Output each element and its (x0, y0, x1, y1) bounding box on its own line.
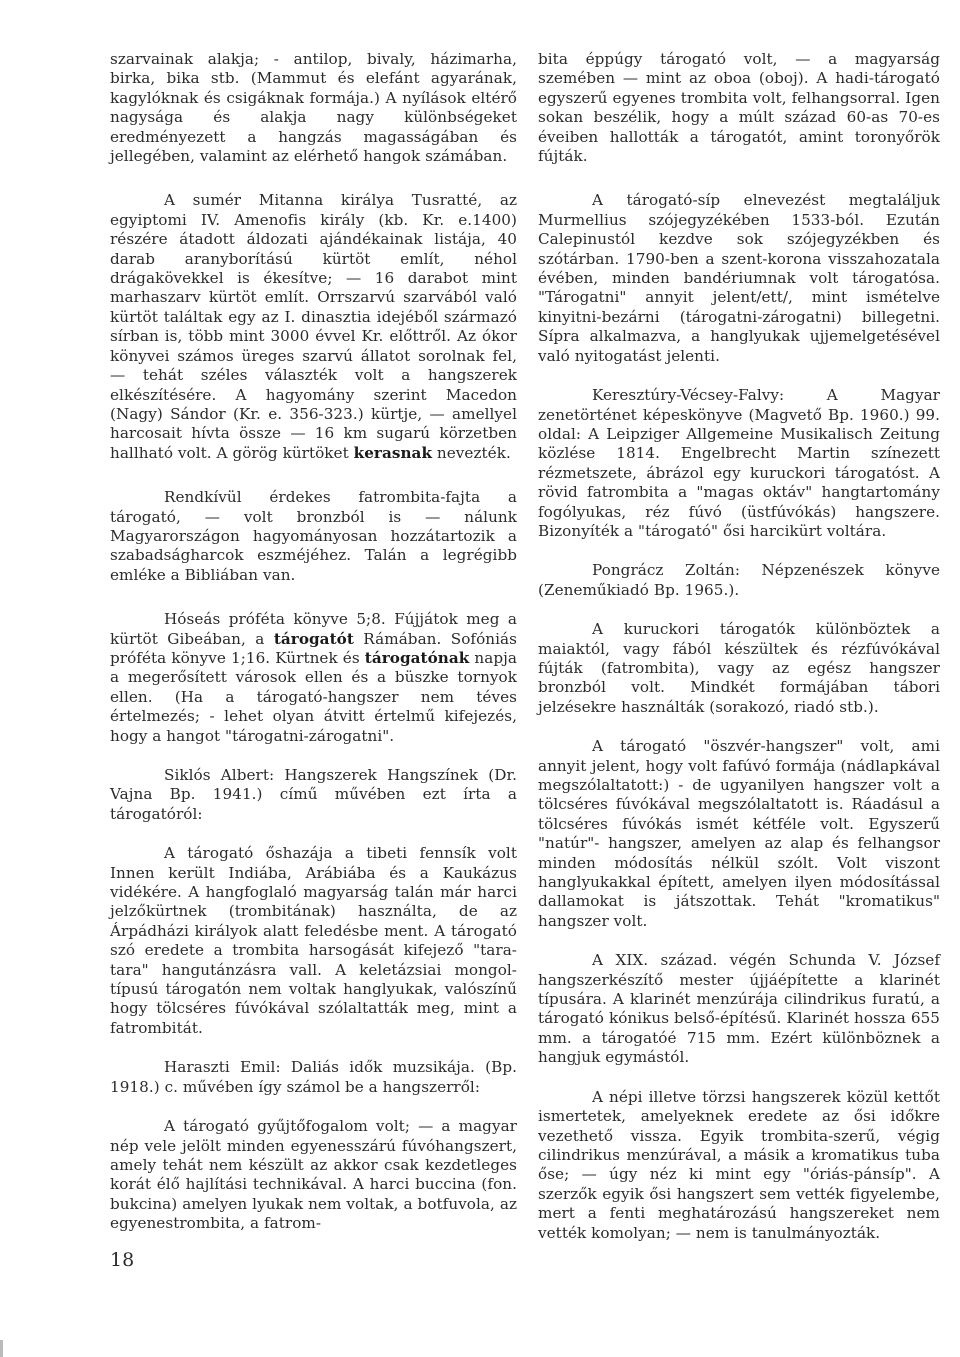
paragraph (110, 1058, 517, 1097)
text-run: A kuruckori tárogatók különböztek a maiaktól, vagy fából készültek és rézfúvókával fújták (fatrombita), vagy az egész hangszer bronzból volt. Mindkét formájában tábori jelzésekre használták (sorakozó, riadó stb.). (538, 620, 940, 716)
text-run: A tárogató őshazája a tibeti fennsík volt Innen került Indiába, Arábiába és a Kaukázus vidékére. A hangfoglaló magyarság talán már harci jelzőkürtnek (trombitának) használta, de az Árpádházi királyok alatt feledésbe ment. A tárogató szó eredete a trombita harsogását kifejező "tara-tara" hangutánzásra vall. A keletázsiai mongol-típusú tárogatón nem voltak hanglyukak, valószínű hogy tölcséres fúvókával szólaltatták meg, mint a fatrombitát. (110, 844, 517, 1037)
paragraph (110, 766, 517, 824)
paragraph (110, 844, 517, 1038)
paragraph (538, 561, 940, 600)
text-run: Keresztúry-Vécsey-Falvy: A Magyar zenetörténet képeskönyve (Magvető Bp. 1960.) 99. oldal: A Leipziger Allgemeine Musikalisch Zeitung közlése 1814. Engelbrecht Martin színezett rézmetszete, ábrázol egy kuruckori tárogatóst. A rövid fatrombita a "magas oktáv" hangtartomány fogólyukas, réz fúvó (üstfúvókás) hangszere. Bizonyíték a "tárogató" ősi harcikürt voltára. (538, 386, 940, 540)
text-run: A tárogató-síp elnevezést megtaláljuk Murmellius szójegyzékében 1533-ból. Ezután Calepinustól kezdve sok szójegyzékben és szótárban. 1790-ben a szent-korona visszahozatala évében, minden bandériumnak volt tárogatósa. "Tárogatni" annyit jelent/ett/, mint ismételve kinyitni-bezárni (tárogatni-zárogatni) billegetni. Sípra alkalmazva, a hanglyukak ujjemelgetésével való nyitogatást jelenti. (538, 191, 940, 365)
text-run: A XIX. század. végén Schunda V. József hangszerkészítő mester újjáépítette a klarinét típusára. A klarinét menzúrája cilindrikus furatú, a tárogató kónikus belső-építésű. Klarinét hossza 655 mm. a tárogatóé 715 mm. Ezért különböznek a hangjuk egymástól. (538, 951, 940, 1067)
paragraph (538, 620, 940, 717)
scan-edge-mark (0, 1340, 3, 1357)
text-run: Rendkívül érdekes fatrombita-fajta a tárogató, — volt bronzból is — nálunk Magyarországon hagyományosan hozzátartozik a szabadságharcok eszméjéhez. Talán a legrégibb emléke a Bibliában van. (110, 488, 517, 584)
left-text-column (110, 50, 517, 1234)
page-number: 18 (110, 1249, 135, 1271)
text-run: A tárogató gyűjtőfogalom volt; — a magyar nép vele jelölt minden egyenesszárú fúvóhangszert, amely tehát nem készült az akkor csak kezdetleges korát élő hajlítási technikával. A harci buccina (fon. bukcina) amelyen lyukak nem voltak, a botfuvola, az egyenestrombita, a fatrom- (110, 1117, 517, 1233)
text-run: A sumér Mitanna királya Tusratté, az egyiptomi IV. Amenofis király (kb. Kr. e.1400) részére átadott áldozati ajándékainak listája, 40 darab aranyborítású kürtöt említ, néhol drágakövekkel is ékesítve; — 16 darabot mint marhaszarv kürtöt említ. Orrszarvú szarvából való kürtöt találtak egy az I. dinasztia idejéből származó sírban is, több mint 3000 évvel Kr. előttről. Az ókor könyvei számos üreges szarvú állatot sorolnak fel, — tehát széles választék volt a hangszerek elkészítésére. A hagyomány szerint Macedon (Nagy) Sándor (Kr. e. 356-323.) kürtje, — amellyel harcosait hívta össze — 16 km sugarú körzetben hallható volt. A görög kürtöket (110, 191, 517, 462)
paragraph (110, 610, 517, 746)
text-run: Rámában. Sofóniás próféta könyve 1;16. Kürtnek és (110, 629, 517, 667)
paragraph (110, 488, 517, 585)
text-run: nevezték. (432, 443, 511, 462)
paragraph (110, 50, 517, 166)
paragraph (538, 1088, 940, 1243)
text-run: Siklós Albert: Hangszerek Hangszínek (Dr. Vajna Bp. 1941.) című művében ezt írta a tárogatóról: (110, 766, 517, 823)
text-run: Hóseás próféta könyve 5;8. Fújjátok meg a kürtöt Gibeában, a (110, 610, 517, 648)
text-run: Haraszti Emil: Daliás idők muzsikája. (Bp. 1918.) c. művében így számol be a hangszerről: (110, 1058, 517, 1096)
paragraph (538, 386, 940, 541)
paragraph (110, 1117, 517, 1233)
paragraph (538, 951, 940, 1067)
emphasis-term: kerasnak (353, 443, 433, 462)
emphasis-term: tárogatót (273, 629, 354, 648)
text-run: A népi illetve törzsi hangszerek közül kettőt ismertetek, amelyeknek eredete az ősi időkre vezethető vissza. Egyik trombita-szerű, végig cilindrikus menzúrával, a másik a kromatikus tuba őse; — úgy néz ki mint egy "óriás-pánsíp". A szerzők egyik ősi hangszert sem vették figyelembe, mert a fenti meghatározású hangszereket nem vették komolyan; — nem is tanulmányozták. (538, 1087, 940, 1242)
text-run: szarvainak alakja; - antilop, bivaly, házimarha, birka, bika stb. (Mammut és elefánt agyarának, kagylóknak és csigáknak formája.) A nyílások eltérő nagysága és alakja nagy különbségeket eredményezett a hangzás magasságában és jellegében, valamint az elérhető hangok számában. (110, 50, 517, 166)
text-run: napja a megerősített városok ellen és a büszke tornyok ellen. (Ha a tárogató-hangszer nem téves értelmezés; - lehet olyan átvitt értelmű kifejezés, hogy a hangot "tárogatni-zárogatni". (110, 648, 517, 745)
emphasis-term: tárogatónak (364, 648, 470, 667)
paragraph (538, 191, 940, 366)
paragraph (538, 737, 940, 931)
text-run: A tárogató "öszvér-hangszer" volt, ami annyit jelent, hogy volt fafúvó formája (nádlapkával megszólaltatott:) - de ugyanilyen hangszer volt a tölcséres fúvókával megszólaltatott is. Ráadásul a tölcséres fúvókás ismét kétféle volt. Egyszerű "natúr"- hangszer, amelyen az alap és felhangsor minden módosítás nélkül szólt. Volt viszont hanglyukakkal épített, amelyen ilyen módosítással dallamokat is játszottak. Tehát "kromatikus" hangszer volt. (538, 737, 940, 930)
text-run: bita éppúgy tárogató volt, — a magyarság szemében — mint az oboa (oboj). A hadi-tárogató egyszerű egyenes trombita volt, felhangsorral. Igen sokan beszélik, hogy a múlt század 60-as 70-es éveiben hallották a tárogatót, amint toronyőrök fújták. (538, 50, 940, 166)
paragraph (538, 50, 940, 166)
right-text-column (538, 50, 940, 1243)
text-run: Pongrácz Zoltán: Népzenészek könyve (Zeneműkiadó Bp. 1965.). (538, 561, 940, 599)
paragraph (110, 191, 517, 463)
